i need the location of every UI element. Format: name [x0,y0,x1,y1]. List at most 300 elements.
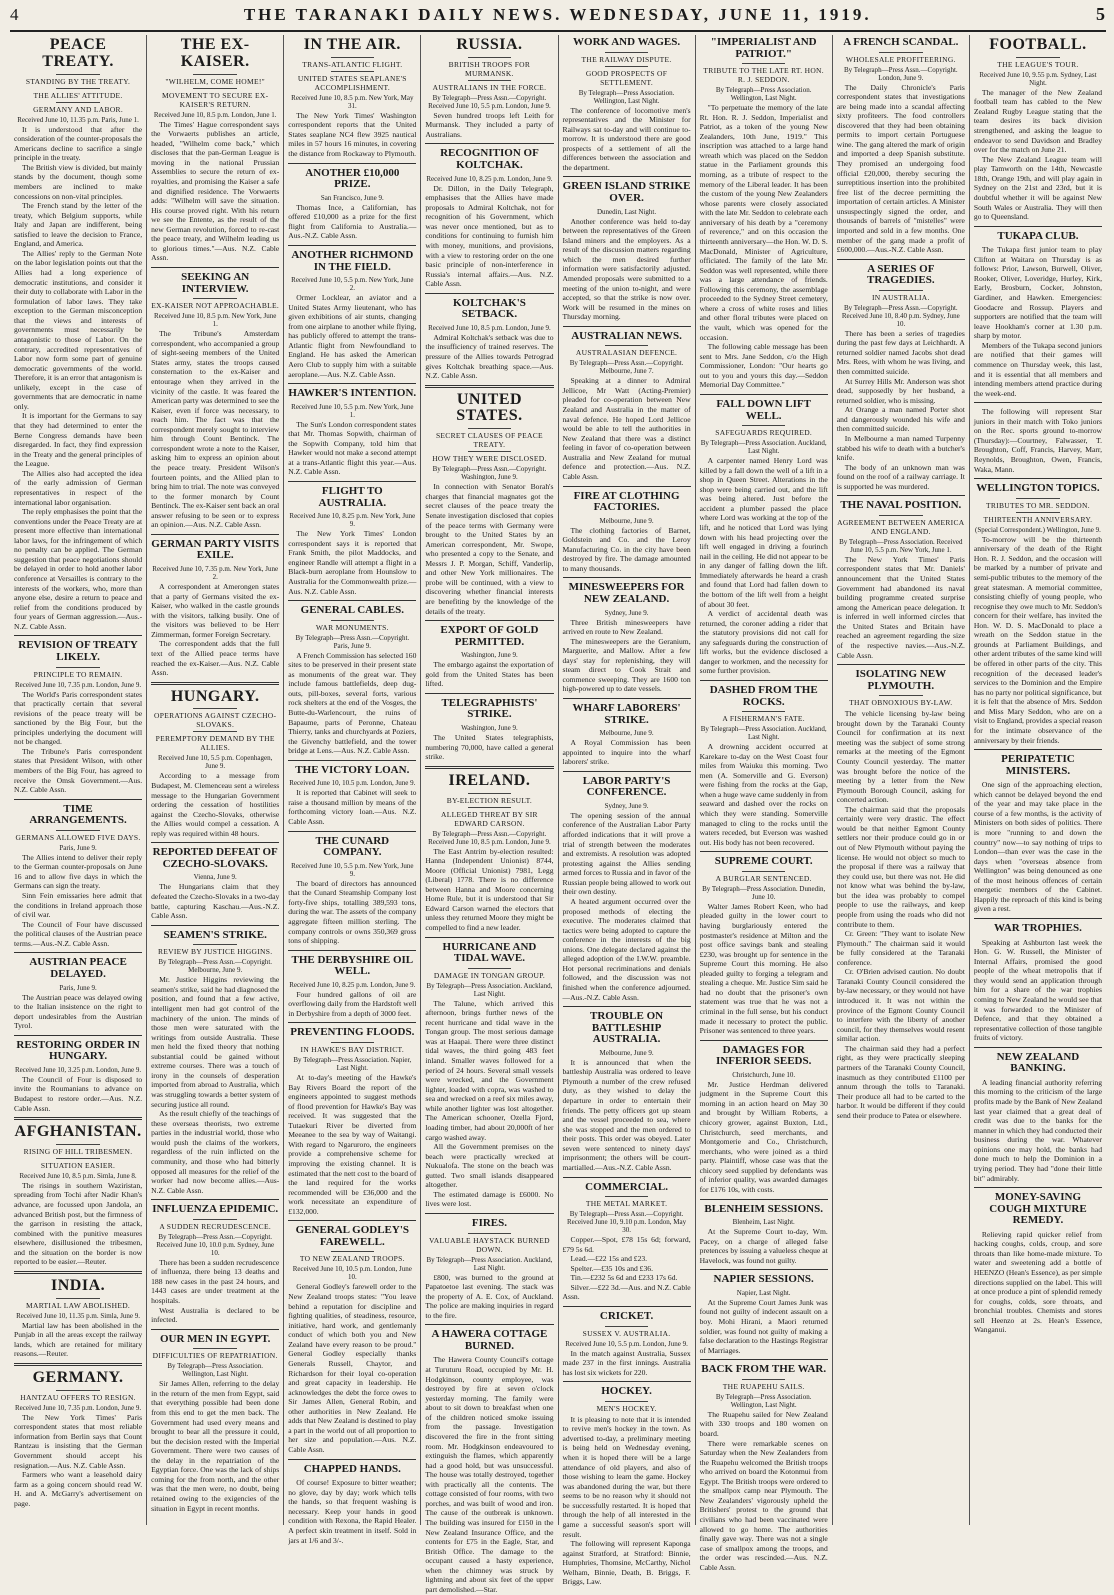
article [563,1177,691,1302]
masthead-left: 4 [10,5,20,24]
headline: CRICKET. [599,1310,654,1322]
article [14,1271,142,1359]
article [425,1324,553,1594]
column-8 [970,35,1106,1525]
article-divider [14,635,142,636]
headline: WELLINGTON TOPICS. [976,482,1100,495]
body-paragraph: In connection with Senator Borah's charges that financial magnates got the secret clauses of the peace treaty the Senate investigation disclosed that copies of the peace terms with Germany were brought to the United States by an American correspondent, Mr. Swope, who presented a copy to the Senate, and Messrs J. P. Morgan, Schiff, Vanderlip, and other New York millionaires. The probe will be continued, with a view to discovering whether financial interests are benefiting by the knowledge of the details of the treaty. [425,482,554,616]
headline: TROUBLE ON BATTLESHIP AUSTRALIA. [590,1010,664,1046]
article [425,385,553,616]
headline: TIME ARRANGEMENTS. [29,802,127,827]
dateline: By Telegraph—Press Association. Received June 10, 5.5 p.m. New York, June 1. [839,537,963,554]
article [425,1213,553,1320]
dateline: Received June 10, 7.35 p.m. London, June 9. [14,1403,142,1412]
article-divider [974,226,1102,227]
headline: THE DERBYSHIRE OIL WELL. [291,953,414,978]
article-divider [700,1359,828,1360]
article [974,478,1102,745]
article [288,760,416,827]
headline: WAR TROPHIES. [994,922,1082,935]
body-paragraph: Three British minesweepers have arrived en route to New Zealand. [562,617,691,637]
article-divider [288,1459,416,1460]
headline: THE NAVAL POSITION. [840,499,962,512]
article [563,486,691,574]
body-paragraph: The Allies also had accepted the idea of the early admission of German representatives in respect of the international labor organisation. [14,468,143,507]
article [700,37,828,390]
dateline: By Telegraph—Press Association. Auckland, Last Night. [700,439,827,456]
dateline: By Telegraph—Press Assn.—Copyright. London, June 9. [843,65,958,82]
body-paragraph: A verdict of accidental death was returned, the coroner adding a rider that the statutory provisions did not call for any safeguards during the construction of lift works, but the evidence disclosed a danger to workmen, and the necessity for some further provision. [699,609,828,676]
article-divider [288,760,416,761]
subheading: AUSTRALASIAN DEFENCE. [575,348,678,358]
article-divider [425,693,553,694]
article [425,293,553,381]
body-paragraph: Sir James Allen, referring to the delay in the return of the men from Egypt, said that everything possible had been done from this end to get the men back. The Government had used every means and brought to bear all the pressure it could, but the decision rested with the Imperial Government. There were two causes of the delay in the repatriation of the Egyptian force. One was the lack of ships coming for the from north, and the other was that the men were, no doubt, being retained owing to the exigencies of the situation in Egypt in recent months. [151,1379,280,1513]
body-paragraph: There were remarkable scenes on Saturday when the New Zealanders from the Ruapehu welcomed the British troops who arrived on board the Kotonmui from Egypt. The British troops were ordered to the smallpox camp near Plymouth. The New Zealanders' vigorously upheld the Britishers' protest to the ground that civilians who had been vaccinated were allowed to go home. The authorities finally gave way. There was not a single case of smallpox among the troops, and the order was rescinded.—Aus. N.Z. Cable Assn. [699,1438,828,1572]
subheading: AUSTRALIANS IN THE FORCE. [432,82,547,92]
dateline: Vienna, June 9. [193,873,237,882]
headline: "IMPERIALIST AND PATRIOT." [710,36,817,60]
subhead-rule [1016,498,1060,499]
article-divider [700,1040,828,1041]
body-paragraph: The French stand by the letter of the treaty, which Belgium supports, while Italy and Japan are indifferent, being satisfied to leave the decision to France, England, and America. [14,201,143,249]
dateline: By Telegraph—Press Association. Dunedin, June 10. [702,884,826,901]
article [837,37,965,255]
article [837,259,965,492]
body-paragraph: It is pleasing to note that it is intended to revive men's hockey in the town. As advertised to-day, a preliminary meeting is being held on Wednesday evening, when it is hoped there will be a large attendance of old players, and also of those wishing to learn the game. Hockey was abandoned during the war, but there seems to be no reason why it should not be successfully restarted. It is hoped that through the help of all interested in the game a successful season's sport will result. [562,1414,691,1539]
article [151,1329,279,1513]
dateline: By Telegraph—Press Assn.—Copyright. Received June 10, 8.40 p.m. Sydney, June 10. [841,303,960,328]
body-paragraph: The Allies' reply to the German Note on the labor legislation points out that the Allies had a long experience of democratic institutions, and consider it their duty to collaborate with Labor in the formulation of labor laws. They take exception to the German misconception that the views and interests of governments must necessarily be antagonistic to those of Labor. On the contrary, accredited representatives of Labor now form some part of genuine democratic governments of the world. Therefore, it is an error that antagonism is unlikely, except in the case of governments that are democratic in name only. [14,248,143,411]
body-paragraph: Of course! Exposure to bitter weather; no glove, day by day; work which tells the hands, so that frequent washing is necessary. Keep your hands in good condition with Rexona, the Rapid Healer. A perfect skin treatment in itself. Sold in jars at 1/6 and 3/-. [288,1478,417,1545]
subheading: GERMANY AND LABOR. [33,104,124,114]
article-divider [14,1271,142,1274]
body-paragraph: According to a message from Budapest, M. Clemenceau sent a wireless message to the Hungarian Government ordering the cessation of hostilities against the Czecho-Slovaks, otherwise the Allies would compel a cessation. A reply was required within 48 hours. [151,771,280,838]
columns-container [10,35,1106,1594]
body-paragraph: A drowning accident occurred at Karekare to-day on the West Coast four miles from Waiuku this morning. Two men (A. Somerville and G. Everson) were fishing from the rocks at the Gap, when a huge wave came suddenly in from seaward and dashed over the rocks on which they were standing. Somerville managed to cling to the rocks until the waters receded, but Everson was washed out. His body has not been recovered. [699,742,828,847]
body-paragraph: Members of the Tukapa second juniors are notified that their games will commence on Thursday week, this last, and it is essential that all members and intending members attend practice during the week-end. [973,340,1102,398]
article-divider [425,1213,553,1214]
headline: HUNGARY. [170,687,260,705]
body-paragraph: The Ruapehu sailed for New Zealand with 330 troops and 180 women on board. [699,1409,828,1438]
body-paragraph: Ormer Locklear, an aviator and a United States Army lieutenant, who has given exhibitions of air stunts, changing from one airplane to another while flying, has publicly offered to attempt the trans-Atlantic flight from Newfoundland to England. He has asked the American Aero Club to supply him with a suitable aeroplane.—Aus. N.Z. Cable Assn. [288,293,417,379]
body-paragraph: Thomas Ince, a Californian, has offered £10,000 as a prize for the first flight from California to Australia.—Aus.-N.Z. Cable Assn. [288,202,417,241]
dateline: Paris, June 9. [59,983,97,992]
dateline: Melbourne, June 9. [599,729,654,738]
subheading: A BURGLAR SENTENCED. [715,873,812,883]
body-paragraph: A heated argument occurred over the proposed methods of electing the executive. The moderates claimed that tactics were being adopted to capture the conference in the interests of the big unions. One delegate declared against the alleged adoption of the I.W.W. preamble. Hot personal recriminations and denials followed, and the discussion was not finished when the conference adjourned.—Aus.-N.Z. Cable Assn. [562,896,691,1002]
article-divider [425,620,553,621]
article-divider [563,698,691,699]
article-divider [288,1022,416,1023]
headline: BACK FROM THE WAR. [701,1363,827,1376]
body-paragraph: A French Commission has selected 160 sites to be preserved in their present state as monuments of the great war. They include famous battlefields, deep dug-outs, pill-boxes, several forts, various rock shelters at the end of the Vosges, the Butte-du-Warlencourt, the ruins of Bapaume, parts of Peronne, Chateau Thierry, tanks and churchyards at Poziers, the Givenchy battlefield, and the tower bridge at Lens.—Aus. N.Z. Cable Assn. [288,650,417,756]
subhead-rule [879,52,923,53]
body-paragraph: The New York Times' London correspondent says it is reported that Frank Smith, the pilot Maddocks, and engineer Randle will attempt a flight in a Black-burn aeroplane from Hounslow to Australia for the Commonwealth prize.—Aus. N.Z. Cable Assn. [288,529,417,596]
body-paragraph: Mr. Justice Herdman delivered judgment in the Supreme Court this morning in an action heard on May 30 and brought by William Roberts, a chicory grower, against Buxton, Ltd., Christchurch, seed merchants, and Montgomerie and Co., Christchurch, merchants, who were joined as a third party. Plaintiff, whose case was that the chicory seed supplied by defendants was of inferior quality, was awarded damages for £176 10s, with costs. [699,1079,828,1194]
headline: A FRENCH SCANDAL. [843,36,959,48]
body-paragraph: Dr. Dillon, in the Daily Telegraph, emphasises that the Allies have made proposals to Admiral Koltchak, not for recognition of his Government, which was never once mentioned, but as to conditions for continuing to furnish him with money, munitions, and provisions, with a view to restoring order on the one basic principle of non-interference in Russia's internal affairs.—Aus. N.Z. Cable Assn. [425,183,554,289]
article [151,1199,279,1324]
article [974,918,1102,1043]
article [563,1381,691,1587]
article-divider [425,143,553,144]
article-divider [837,259,965,260]
body-paragraph: The Tribune's Amsterdam correspondent, who accompanied a group of sight-seeing members of the United States army, states the troops caused consternation to the ex-Kaiser and entourage when they arrived in the vicinity of the castle. It was feared the American party was determined to see the Kaiser, even if force was necessary, to reach him. The fact was that the correspondent merely sought to interview him through Count Bentinck. The correspondent wrote a note to the Kaiser, asking him to express an opinion about the peace treaty. President Wilson's fourteen points, and the Allied plan to bring him to trial. The note was conveyed to the former monarch by Count Bentinck. The ex-Kaiser sent back an oral answer refusing to be seen or to express an opinion.—Aus. N.Z. Cable Assn. [151,329,280,530]
article [563,1306,691,1377]
body-paragraph: The chairman said that the proposals certainly were very drastic. The effect would be that neither Egmont County settlers nor their produce could go in or out of New Plymouth without paying the license. He would not object so much to the proposal if there was a railway that they could use, but there was not. He did not know what was behind the by-law, but the idea was probably to compel people to use the railways, and keep people from using the roads who did not contribute to them. [836,804,965,929]
headline: NEW ZEALAND BANKING. [996,1050,1080,1075]
subheading: A SUDDEN RECRUDESCENCE. [159,1221,272,1231]
article-divider [151,682,279,685]
subhead-rule [331,620,375,621]
subhead-rule [193,1348,237,1349]
article [14,1117,142,1267]
headline: SUPREME COURT. [714,855,813,868]
article-divider [837,495,965,496]
headline: MONEY-SAVING COUGH MIXTURE REMEDY. [989,1191,1087,1227]
column-2 [147,35,284,1525]
headline: WHARF LABORERS' STRIKE. [572,702,681,726]
body-paragraph: The risings in southern Waziristan, spreading from Tochi after Nadir Khan's advance, are focussed upon Jandola, an advanced British post, but the firmness of the garrison in resisting the attack, combined with the punitive measures elsewhere, disillusioned the tribesmen, and the situation on the border is now reported to be easier.—Reuter. [14,1180,143,1267]
subheading: GOOD PROSPECTS OF SETTLEMENT. [585,68,668,87]
subheading: IN AUSTRALIA. [871,292,930,302]
body-paragraph: The Tukapa first junior team to play Clifton at Waitara on Thursday is as follows: Prior, Lawson, Burwell, Oliver, Rooker, Oliver, Loveridge, Hurley, Kirk, Early, Brosburn, Cocker, Johnston, Gardiner, and Hawken. Emergencies: Goodacre and Rossup. Players and supporters are notified that the team will leave Hookham's corner at 1.30 p.m. sharp by motor. [973,245,1102,341]
subheading: RISING OF HILL TRIBESMEN. [23,1146,133,1156]
subhead-rule [468,57,512,58]
column-6 [696,35,833,1572]
body-paragraph: Seven hundred troops left Leith for Murmansk. They included a party of Australians. [425,110,554,139]
subheading: SAFEGUARDS REQUIRED. [715,428,813,438]
article [837,664,965,1120]
headline: ANOTHER RICHMOND IN THE FIELD. [291,248,414,273]
subheading: IN HAWKE'S BAY DISTRICT. [300,1044,405,1054]
subheading: TRIBUTES TO MR. SEDDON. [985,500,1090,510]
article [288,1022,416,1216]
headline: GENERAL CABLES. [300,604,404,617]
subhead-rule [193,731,237,732]
subheading: A FISHERMAN'S FATE. [722,714,805,724]
body-paragraph: At Orange a man named Porter shot and dangerously wounded his wife and then committed suicide. [836,405,965,434]
article-divider [563,1381,691,1382]
article-divider [288,950,416,951]
dateline: Received June 10, 11.35 p.m. Simla, June 9. [16,1311,141,1320]
article [288,37,416,159]
body-paragraph: The Hawera County Council's cottage at Turuturu Road, occupied by Mr. H. Hodgkinson, county employee, was destroyed by fire at seven o'clock yesterday morning. The family were about to sit down to breakfast when one of the children noticed smoke issuing from the passage. Investigation discovered the fire in the front sitting room. Mr. Hodgkinson endeavoured to extinguish the flames, which apparently had a good hold, but was unsuccessful. The house was totally destroyed, together with practically all the contents. The cottage consisted of four rooms, with two porches, and was built of wood and iron. The cause of the outbreak is unknown. The building was insured for £150 in the New Zealand Insurance Office, and the contents for £75 in the Eagle, Star, and British Office. The damage to the occupant caused a hasty experience, when the chimney was struck by lightning and about six feet of the upper part demolished.—Star. [425,1355,554,1594]
body-paragraph: Farmers who want a leasehold dairy farm as a going concern should read W. H. and A. McGarry's advertisement on page. [14,1470,143,1508]
subheading: EX-KAISER NOT APPROACHABLE. [151,301,280,311]
dateline: By Telegraph—Press Assn.—Copyright. Received June 10, 10.0 p.m. Sydney, June 10. [156,1232,275,1257]
dateline: Received June 10, 10.5 p.m. London, June 9. [289,779,416,788]
article [425,620,553,689]
article [425,143,553,288]
headline: DASHED FROM THE ROCKS. [709,684,818,708]
subheading: SITUATION EASIER. [40,1160,116,1170]
article-divider [563,486,691,487]
article-divider [974,1047,1102,1048]
body-paragraph: The Austrian peace was delayed owing to the Italian insistence on the right to deport undesirables from the Austrian Tyrol. [14,992,143,1031]
article [288,600,416,756]
body-paragraph: The Talune, which arrived this afternoon, brings further news of the recent hurricane and tidal wave in the Tongan group. The most serious damage was at Haapai. There were three distinct tidal waves, the third going 483 feet inland. Smaller waves followed for a period of 24 hours. Several small vessels were wrecked, and the Government lighter, loaded with copra, was washed to sea and wrecked on a reef six miles away, while another lighter was lost altogether. The American schooner, Ozella Fjord, loading timber, had about 20,000ft of her cargo washed away. [425,998,554,1142]
subheading: THE RAILWAY DISPUTE. [581,54,672,64]
masthead-title: THE TARANAKI DAILY NEWS. WEDNESDAY, JUNE 11, 1919. [243,5,872,24]
dateline: Washington, June 9. [461,724,518,733]
headline: HOCKEY. [601,1385,652,1398]
headline: KOLTCHAK'S SETBACK. [452,296,526,321]
article-divider [563,1306,691,1307]
body-paragraph: The minesweepers are the Geranium, Marguerite, and Mallow. After a few days' stay for replenishing, they will steam direct to Cook Strait and commence sweeping. They are 1600 ton high-powered up to date vessels. [562,636,691,694]
body-paragraph: The New York Times' Paris correspondent states that most reliable information from Berlin says that Count Rantzau is insisting that the German Government should accept his resignation.—Aus. N.Z. Cable Assn. [14,1412,143,1470]
article [288,831,416,946]
dateline: By Telegraph—Press Association. Auckland, Last Night. [426,1255,553,1272]
dateline: By Telegraph—Press Association. Wellington, Last Night. [167,1362,263,1379]
body-paragraph: The body of an unknown man was found on the roof of a railway carriage. It is supported he was murdered. [836,462,965,491]
subhead-rule [468,807,512,808]
subhead-rule [605,66,649,67]
body-paragraph: The Hungarians claim that they defeated the Czecho-Slovaks in a two-day battle, capturing Kaschau.—Aus.-N.Z. Cable Assn. [151,882,280,921]
article [151,842,279,920]
headline: LABOR PARTY'S CONFERENCE. [582,774,671,799]
article-divider [700,1199,828,1200]
dateline: Melbourne, June 9. [599,516,654,525]
subheading: UNITED STATES SEAPLANE'S ACCOMPLISHMENT. [297,73,407,92]
subhead-rule [56,667,100,668]
subheading: THE ALLIES' ATTITUDE. [33,90,123,100]
article-divider [563,326,691,327]
body-paragraph: Walter James Robert Keen, who had pleaded guilty in the lower court to having burglariously entered the postmaster's residence at Milton and the post office savings bank and stealing £230, was brought up for sentence in the Supreme Court this morning. He also pleaded guilty to forging a telegram and stealing a cheque. Mr. Justice Sim said he had no doubt that the prisoner's own statement was true that he was not a criminal in the full sense, but his conduct made it necessary to protect the public. Prisoner was sentenced to three years. [699,901,828,1036]
page-number: 5 [1095,4,1106,24]
headline: GERMAN PARTY VISITS EXILE. [151,537,280,562]
article [151,682,279,839]
article-divider [974,1187,1102,1188]
subhead-rule [56,88,100,89]
subheading: PRINCIPLE TO REMAIN. [33,669,123,679]
subhead-rule [742,871,786,872]
body-paragraph: Another conference was held to-day between the representatives of the Green Island miners and the employers. As a result of the discussion matters regarding which the men desired further information were satisfactorily adjusted. Amended proposals were submitted to a meeting of the union to-night, and were accepted, so that the strike is now over. Work will be resumed in the mines on Thursday morning. [562,216,691,322]
body-paragraph: A leading financial authority referring this morning to the criticism of the large profits made by the Bank of New Zealand last year claimed that a great deal of credit was due to the banks for the manner in which they had conducted their business during the war. Whatever opinions one may hold, the banks had done much to help the Dominion in a trying period. They had "done their little bit" admirably. [973,1077,1102,1183]
article-divider [151,1329,279,1330]
body-paragraph: The following will represent Kaponga against Stratford, at Stratford: Binnie, Humphries, Thomsine, McCarthy, Nichol Welham, Binnie, Death, B. Briggs, F. Briggs, Law. [562,1539,691,1587]
headline: FIRE AT CLOTHING FACTORIES. [573,489,680,514]
article [14,799,142,949]
subheading: DIFFICULTIES OF REPATRIATION. [152,1351,278,1361]
article [151,267,279,530]
headline: UNITED STATES. [456,390,523,425]
dateline: By Telegraph—Press Association. Napier, Last Night. [293,1055,412,1072]
article-divider [151,267,279,268]
article-divider [288,600,416,601]
article-divider [563,771,691,772]
headline: WORK AND WAGES. [573,36,681,48]
dateline: By Telegraph—Press Assn.—Copyright. Received June 10, 5.5 p.m. London, June 9. [428,93,551,110]
article-divider [425,1324,553,1325]
article-divider [700,1269,828,1270]
article-divider [151,1199,279,1200]
dateline: Received June 10, 8.25 p.m. London, June 9. [426,174,553,183]
headline: SEAMEN'S STRIKE. [163,928,267,941]
body-paragraph: Martial law has been abolished in the Punjab in all the areas except the railway lands, which are retained for military reasons.—Reuter. [14,1320,143,1359]
subheading: MARTIAL LAW ABOLISHED. [26,1300,131,1310]
headline: MINESWEEPERS FOR NEW ZEALAND. [568,581,685,605]
column-5 [559,35,696,1587]
subhead-rule [331,1042,375,1043]
article [563,176,691,321]
headline: FOOTBALL. [989,36,1087,53]
body-paragraph: The following cable message has been sent to Mrs. Jane Seddon, c/o the High Commissioner, London: "Our hearts go out to you and yours this day.—Seddon Memorial Day Committee." [699,342,828,390]
body-paragraph: The Times' Hague correspondent says the Vorwaerts publishes an article, headed, "Wilhelm come back," which discloses that the pan-German League is moving in the national Prussian Assemblies to secure the return of ex-royalties, and promising the Kaiser a safe and dignified residence. The Vorwaerts adds: "Wilhelm will save the situation. His course proved right. With his return we see the Entente, as the result of the new German revolution, forced to re-cast the peace treaty, and Wilhelm leading us to glorious times."—Aus. N.Z. Cable Assn. [151,119,280,263]
article [14,635,142,794]
headline: IN THE AIR. [303,36,401,53]
subhead-rule [193,74,237,75]
body-paragraph: Copper.—Spot, £78 15s 6d; forward, £79 5s 6d. [562,1235,691,1254]
headline: ISOLATING NEW PLYMOUTH. [855,668,947,692]
body-paragraph: "To perpetuate the memory of the late Rt. Hon. R. J. Seddon, Imperialist and Patriot, as a token of the young New Zealanders, 10th June, 1919." This inscription was attached to a large hand wreath which was placed on the Seddon statue in the Parliament grounds this morning, as a tribute of respect to the memory of the Liberal leader. It has been the custom of the young New Zealanders whose parents were closely associated with the late Mr. Seddon to celebrate each anniversary of his death by a "ceremony of reverence," and on this occasion the thirteenth anniversary—the Hon. W. D. S. MacDonald, Minister of Agriculture, officiated. The family of the late Mr. Seddon was well represented, while there was a large attendance of friends. Following this ceremony, the assemblage proceeded to the Sydney Street cemetery, where a cross of white roses and lilies and other floral tributes were placed on the vault, which was opened for the occasion. [699,103,828,342]
article [563,326,691,482]
body-paragraph: Mr. Justice Higgins reviewing the seamen's strike, said he had diagnosed the position, and found that a few active, intelligent men had got control of the machinery of the union. The minds of those men were saturated with the writings from outside Australia. These men held the fixed theory that nothing substantial could be gained without extreme courses. There was a touch of irony in the counsels of desperation imported from abroad to Australia, which was struggling towards a better system of securing justice all round. [151,975,280,1109]
headline: AUSTRALIAN NEWS. [571,329,682,342]
subhead-rule [742,425,786,426]
dateline: Paris, June 9. [59,843,97,852]
headline: RESTORING ORDER IN HUNGARY. [16,1038,140,1063]
headline: TELEGRAPHISTS' STRIKE. [441,696,538,721]
article-divider [563,577,691,578]
subhead-rule [468,968,512,969]
body-paragraph: The chairman said they had a perfect right, as they were practically sleeping partners of the Taranaki County Council, inasmuch as they contributed £1100 per annum through the tolls to Taranaki. Their produce all had to be carted to the harbor. It would be different if they could send their produce to Patea or elsewhere. [836,1043,965,1120]
headline: AUSTRIAN PEACE DELAYED. [29,956,127,980]
article-divider [563,1006,691,1007]
headline: INFLUENZA EPIDEMIC. [152,1203,279,1216]
dateline: By Telegraph—Press Assn.—Copyright. Received June 10, 9.10 p.m. London, May 30. [566,1210,687,1235]
body-paragraph: The World's Paris correspondent states that practically certain that several revisions of the peace treaty will be sanctioned by the Big Four, but the principles underlying the document will not be changed. [14,689,143,747]
headline: PERIPATETIC MINISTERS. [1001,753,1075,777]
body-paragraph: Four hundred gallons of oil are overflowing daily from the Hardstoft well in Derbyshire from a depth of 3000 feet. [288,989,417,1018]
body-paragraph: A Royal Commission has been appointed to inquire into the wharf laborers' strike. [562,738,691,767]
article [700,1269,828,1355]
dateline: Received June 10, 5.5 p.m. New York, June 2. [291,276,414,293]
dateline: Received June 10, 3.25 p.m. London, June 9. [14,1065,142,1074]
article [974,1047,1102,1183]
subheading: TO NEW ZEALAND TROOPS. [299,1254,405,1264]
subhead-rule [56,1158,100,1159]
headline: OUR MEN IN EGYPT. [159,1332,271,1345]
article [288,245,416,379]
column-4 [421,35,558,1594]
article-divider [288,383,416,384]
body-paragraph: The New York Times' Washington correspondent reports that the United States seaplane NC4 flew 3925 nautical miles in 57 hours 16 minutes, in covering the distance from Rockaway to Plymouth. [288,110,417,159]
article-divider [700,851,828,852]
subhead-rule [742,1379,786,1380]
dateline: Received June 10, 11.35 p.m. Paris, June 1. [17,115,139,124]
headline: RUSSIA. [456,36,523,53]
subheading: SUSSEX V. AUSTRALIA. [582,1328,671,1338]
dateline: Received June 10, 10.5 p.m. London, June 10. [292,1265,412,1282]
subheading: GERMANS ALLOWED FIVE DAYS. [15,832,141,842]
body-paragraph: Silver.—£22 3d.—Aus. and N.Z. Cable Assn. [562,1282,691,1302]
body-paragraph: The Allies intend to deliver their reply to the German counter-proposals on June 16 and to allow five days in which the Germans can sign the treaty. [14,852,143,891]
body-paragraph: Cr. O'Brien advised caution. No doubt Taranaki County Council considered the by-law necessary, or they would not have introduced it. It was not within the province of the Egmont County Council to interfere with the liberty of another council, for they themselves would resent similar action. [836,967,965,1044]
headline: IRELAND. [448,771,531,789]
body-paragraph: The Daily Chronicle's Paris correspondent states that investigations are being made into a scandal affecting sixty profiteers. The food controllers discovered that they had been obtaining permits to import certain Portuguese wine. The gang altered the mark of origin and imported a deep Spanish substitute. They promised an undergoing food official £20,000, thereby securing the surreptitious insertion into the prohibited free list of the decree permitting the importation of certain articles. A Minister unsuspectingly signed the order, and thousands of barrels of "mistelles" were imported and sold in a few months. One member of the gang made a profit of £600,000.—Aus.-N.Z. Cable Assn. [836,82,965,255]
body-paragraph: It is important for the Germans to say that they had determined to enter the Berne Congress demands have been disregarded. In fact, they find expression in the Treaty and the general principles of the League. [14,411,143,469]
body-paragraph: Relieving rapid quicker relief from hacking coughs, colds, croup, and sore throats than like home-made mixture. To water and sweetening add a bottle of HEENZO (Hean's Essence), as per simple directions supplied on the label. This will at once produce a pint of splendid remedy for coughs, colds, sore throats, and bronchial troubles. Chemists and stores sell Heenzo at 2s. Hean's Essence, Wanganui. [973,1229,1102,1335]
body-paragraph: The New York Times' Paris correspondent states that Mr. Daniels' announcement that the United States Government had abandoned its naval building programme created surprise among the American peace delegation. It is inferred in well informed circles that the United States and Britain have reached an agreement regarding the size of the respective navies.—Aus.-N.Z. Cable Assn. [836,554,965,660]
headline: REVISION OF TREATY LIKELY. [18,639,138,663]
headline: EXPORT OF GOLD PERMITTED. [440,624,539,648]
subhead-rule [605,1326,649,1327]
article-divider [974,478,1102,479]
article-divider [14,1117,142,1120]
dateline: Received June 10, 5.5 p.m. New York, June 1. [291,402,414,419]
article-divider [974,918,1102,919]
subheading: DAMAGE IN TONGAN GROUP. [433,970,546,980]
masthead [10,4,1106,32]
dateline: By Telegraph—Press Association. Wellington, Last Night. [578,88,675,105]
article-divider [14,952,142,953]
body-paragraph: It is reported that Cabinet will seek to raise a thousand million by means of the forthcoming victory loan.—Aus. N.Z. Cable Assn. [288,788,417,827]
column-7 [833,35,970,1525]
dateline: Received June 10, 7.35 p.m. New York, June 2. [152,565,279,582]
subhead-rule [879,515,923,516]
subheading: WAR MONUMENTS. [315,622,389,632]
subhead-rule [605,345,649,346]
dateline: Melbourne, June 9. [599,1048,654,1057]
headline: CHAPPED HANDS. [303,1462,401,1475]
dateline: By Telegraph—Press Assn.—Copyright. Melbourne, June 7. [569,359,684,376]
dateline: By Telegraph—Press Association. Auckland, Last Night. [426,981,553,998]
headline: HURRICANE AND TIDAL WAVE. [442,940,537,965]
subheading: REVIEW BY JUSTICE HIGGINS. [157,947,273,957]
dateline: Received June 10, 8.25 p.m. New York, June 9. [289,512,416,529]
subhead-rule [331,71,375,72]
article-divider [14,1035,142,1036]
body-paragraph: Speaking at a dinner to Admiral Jellicoe, Mr Watt (Acting-Premier) pleaded for co-operation between New Zealand and Australia in the matter of naval defence. He hoped Lord Jellicoe would be able to tell the authorities in New Zealand that there was a distinct feeling in favor of co-operation between Australia and New Zealand for mutual defence and protection.—Aus. N.Z. Cable Assn. [562,376,691,481]
subhead-rule [193,298,237,299]
subheading: TRIBUTE TO THE LATE RT. HON. R. J. SEDDON. [703,66,824,85]
subhead-rule [331,57,375,58]
article [14,1035,142,1113]
article [288,1220,416,1454]
headline: GERMANY. [32,1369,124,1386]
body-paragraph: The Council of Four is disposed to invite the Roumanians to advance on Budapest to restore order.—Aus. N.Z. Cable Assn. [14,1074,143,1113]
body-paragraph: All the Government premises on the beach were practically wrecked at Nukualofa. The stone on the beach was gutted. Two small islands disappeared altogether. [425,1142,554,1190]
article-divider [288,481,416,482]
headline: BLENHEIM SESSIONS. [704,1202,823,1215]
article-divider [425,937,553,938]
dateline: Received June 10, 5.5 p.m. New York, June 9. [291,861,414,878]
headline: NAPIER SESSIONS. [713,1273,814,1286]
subheading: ALLEGED THREAT BY SIR EDWARD CARSON. [441,809,538,828]
body-paragraph: The Sun's London correspondent states that Mr. Thomas Sopwith, chairman of the Sopwith Company, told him that Hawker would not make a second attempt at a trans-Atlantic flight this year.—Aus. N.Z. Cable Assn. [288,419,417,477]
body-paragraph: West Australia is declared to be infected. [151,1305,280,1325]
article [700,1199,828,1266]
dateline: Washington, June 9. [461,651,518,660]
article-divider [700,394,828,395]
article [700,1040,828,1195]
dateline: Sydney, June 9. [604,801,649,810]
headline: TUKAPA CLUB. [997,229,1079,242]
body-paragraph: A correspondent at Amerongen states that a party of Germans visited the ex-Kaiser, who walked in the castle grounds with the visitors, talking busily. One of the visitors was believed to be Herr Zimmerman, former Foreign Secretary. [151,582,280,639]
body-paragraph: Lead.—£22 15s and £23. [570,1254,648,1264]
body-paragraph: At the Supreme Court to-day, Wm. Pacey, on a charge of alleged false pretences by issuing a valueless cheque at Havelock, was found not guilty. [699,1227,828,1265]
article [14,1363,142,1508]
subhead-rule [331,1251,375,1252]
article [288,383,416,477]
subhead-rule [56,1390,100,1391]
dateline: By Telegraph—Press Assn.—Copyright. Paris, June 9. [295,633,410,650]
article [425,766,553,933]
body-paragraph: The East Antrim by-election resulted: Hanna (Independent Unionist) 8744, Moore (Official Unionist) 7981, Legg (Liberal) 1778. There is no difference between Hanna and Moore concerning Home Rule, but it is understood that Sir Edward Carson warned the electors that unless they returned Moore they might be compelled to find a new leader. [425,846,554,932]
dateline: Received June 10, 9.55 p.m. Sydney, Last Night. [979,70,1097,87]
